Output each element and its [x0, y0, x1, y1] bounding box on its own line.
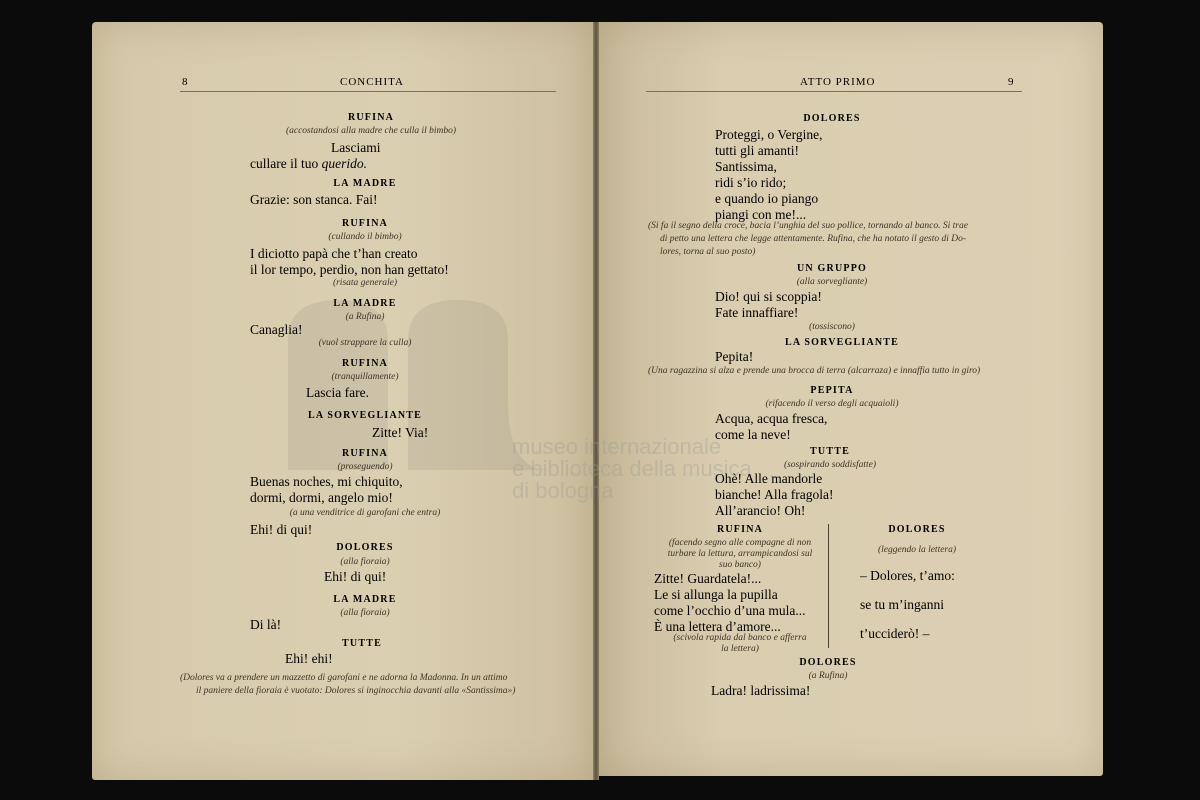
verse-line: Santissima, — [715, 159, 777, 174]
verse-line: Fate innaffiare! — [715, 305, 799, 320]
verse-line: Acqua, acqua fresca, — [715, 411, 828, 426]
stage-direction: turbare la lettura, arrampicandosi sul — [667, 549, 813, 559]
running-head-right: ATTO PRIMO — [800, 76, 876, 88]
stage-direction: (Si fa il segno della croce, bacia l’unghia del suo pollice, tornando al banco. Si trae — [648, 221, 968, 231]
verse-line: bianche! Alla fragola! — [715, 487, 834, 502]
speaker-label: RUFINA — [341, 448, 389, 459]
verse-line: e quando io piango — [715, 191, 819, 206]
verse-line: Proteggi, o Vergine, — [715, 127, 823, 142]
stage-direction: (a una venditrice di garofani che entra) — [289, 508, 441, 518]
stage-direction: suo banco) — [719, 560, 761, 570]
verse-line: Di là! — [250, 617, 282, 632]
speaker-label: UN GRUPPO — [797, 263, 867, 274]
stage-direction: (alla fioraia) — [340, 557, 390, 567]
stage-direction: il paniere della fioraia è vuotato: Dolores si inginocchia davanti alla «Santissima») — [196, 686, 516, 696]
speaker-label: LA MADRE — [333, 594, 397, 605]
stage-direction: (Dolores va a prendere un mazzetto di garofani e ne adorna la Madonna. In un attimo — [180, 673, 508, 683]
verse-line: Ohè! Alle mandorle — [715, 471, 823, 486]
speaker-label: DOLORES — [799, 657, 857, 668]
verse-line: t’ucciderò! – — [860, 626, 930, 641]
speaker-label: RUFINA — [341, 358, 389, 369]
page-number-left: 8 — [182, 76, 189, 88]
stage-direction: (sospirando soddisfatte) — [783, 460, 877, 470]
verse-line: piangi con me!... — [715, 207, 807, 222]
verse-line: Ehi! di qui! — [324, 569, 387, 584]
verse-line: dormi, dormi, angelo mio! — [250, 490, 393, 505]
stage-direction: lores, torna al suo posto) — [660, 247, 756, 257]
verse-line: Canaglia! — [250, 322, 303, 337]
speaker-label: LA MADRE — [333, 178, 397, 189]
stage-direction: (facendo segno alle compagne di non — [668, 538, 812, 548]
column-divider — [828, 524, 829, 648]
speaker-label: RUFINA — [347, 112, 395, 123]
stage-direction: (risata generale) — [332, 278, 398, 288]
verse-line: come la neve! — [715, 427, 791, 442]
verse-line: Grazie: son stanca. Fai! — [250, 192, 378, 207]
stage-direction: di petto una lettera che legge attentamente. Rufina, che ha notato il gesto di Do- — [660, 234, 967, 244]
verse-line: Pepita! — [715, 349, 754, 364]
stage-direction: (cullando il bimbo) — [328, 232, 402, 242]
speaker-label: LA SORVEGLIANTE — [307, 410, 423, 421]
stage-direction: (a Rufina) — [808, 671, 848, 681]
stage-direction: (rifacendo il verso degli acquaioli) — [765, 399, 899, 409]
verse-line: I diciotto papà che t’han creato — [250, 246, 418, 261]
stage-direction: (alla sorvegliante) — [796, 277, 868, 287]
speaker-label: RUFINA — [716, 524, 764, 535]
verse-line: il lor tempo, perdio, non han gettato! — [250, 262, 449, 277]
speaker-label: TUTTE — [810, 446, 850, 457]
stage-direction: (vuol strappare la culla) — [318, 338, 412, 348]
page-number-right: 9 — [1008, 76, 1015, 88]
verse-line: – Dolores, t’amo: — [860, 568, 955, 583]
verse-line: Lascia fare. — [306, 385, 369, 400]
speaker-label: LA SORVEGLIANTE — [784, 337, 900, 348]
stage-direction: (scivola rapida dal banco e afferra — [673, 633, 807, 643]
verse-line: Dio! qui si scoppia! — [715, 289, 822, 304]
stage-direction: (tranquillamente) — [331, 372, 399, 382]
stage-direction: (leggendo la lettera) — [877, 545, 957, 555]
verse-line: Ladra! ladrissima! — [711, 683, 811, 698]
speaker-label: DOLORES — [803, 113, 861, 124]
verse-line: È una lettera d’amore... — [654, 619, 781, 634]
stage-direction: (proseguendo) — [337, 462, 393, 472]
verse-line: come l’occhio d’una mula... — [654, 603, 806, 618]
verse-line: All’arancio! Oh! — [715, 503, 806, 518]
stage-direction: (Una ragazzina si alza e prende una brocca di terra (alcarraza) e innaffia tutto in giro) — [648, 366, 981, 376]
stage-direction: (a Rufina) — [345, 312, 385, 322]
verse-line: Le si allunga la pupilla — [654, 587, 778, 602]
speaker-label: TUTTE — [342, 638, 382, 649]
verse-line: Zitte! Via! — [372, 425, 429, 440]
book-gutter — [593, 22, 599, 780]
speaker-label: LA MADRE — [333, 298, 397, 309]
stage-direction: (accostandosi alla madre che culla il bimbo) — [285, 126, 457, 136]
verse-line: Ehi! di qui! — [250, 522, 313, 537]
verse-line: ridi s’io rido; — [715, 175, 787, 190]
verse-line: Buenas noches, mi chiquito, — [250, 474, 403, 489]
verse-line: se tu m’inganni — [860, 597, 944, 612]
verse-line: cullare il tuo querido. — [250, 156, 367, 171]
stage-direction: la lettera) — [721, 644, 759, 654]
verse-line: Ehi! ehi! — [285, 651, 333, 666]
speaker-label: DOLORES — [336, 542, 394, 553]
speaker-label: RUFINA — [341, 218, 389, 229]
running-head-left: CONCHITA — [340, 76, 404, 88]
speaker-label: PEPITA — [810, 385, 854, 396]
header-rule-right — [646, 91, 1022, 92]
verse-line: Lasciami — [331, 140, 381, 155]
verse-line: Zitte! Guardatela!... — [654, 571, 762, 586]
library-watermark-text: museo internazionale e biblioteca della musica di bologna — [512, 434, 752, 503]
stage-direction: (alla fioraia) — [340, 608, 390, 618]
header-rule-left — [180, 91, 556, 92]
speaker-label: DOLORES — [888, 524, 946, 535]
stage-direction: (tossiscono) — [809, 322, 855, 332]
verse-line: tutti gli amanti! — [715, 143, 799, 158]
